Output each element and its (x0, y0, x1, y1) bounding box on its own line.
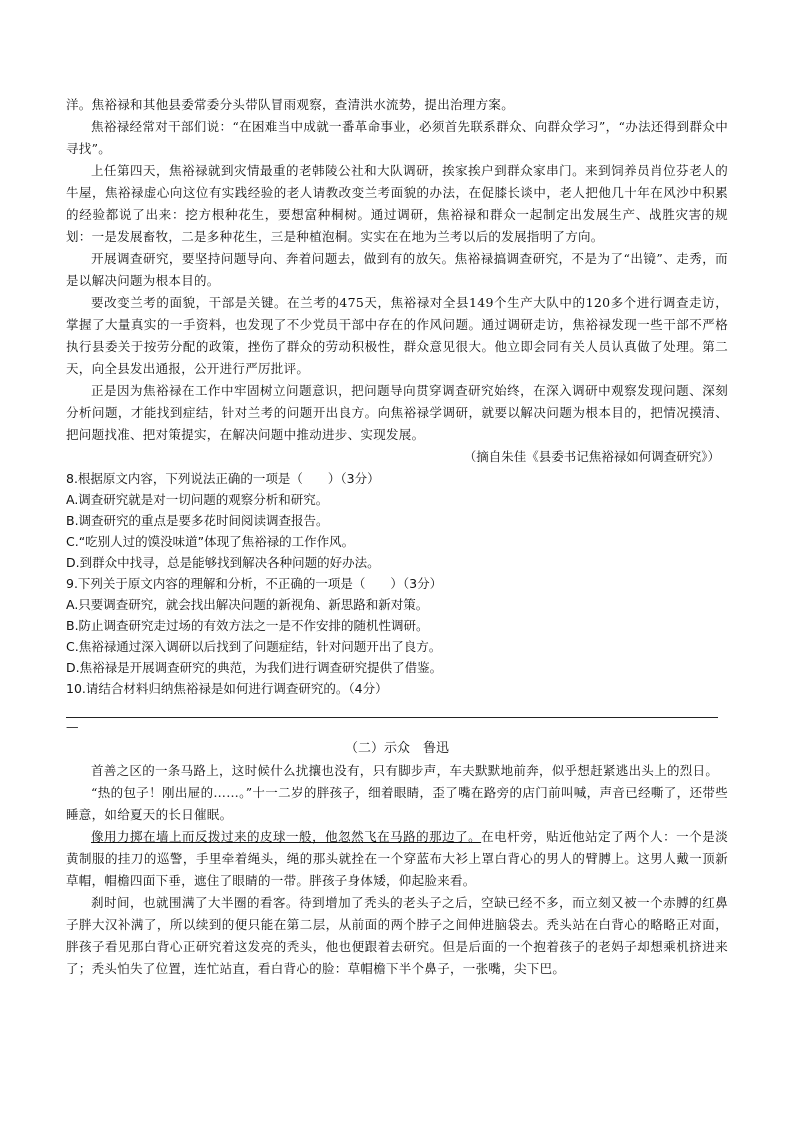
passage2-paragraph-2: “热的包子！刚出屉的……。”十一二岁的胖孩子，细着眼睛，歪了嘴在路旁的店门前叫喊，声音已经嘶了，还带些睡意，如给夏天的长日催眠。 (66, 785, 728, 822)
section-title: （二）示众 鲁迅 (344, 741, 449, 756)
question-9-stem: 9.下列关于原文内容的理解和分析，不正确的一项是（ ）（3分） (66, 576, 443, 591)
passage2-paragraph-3 (66, 826, 728, 892)
passage1-paragraph-1: 洋。焦裕禄和其他县委常委分头带队冒雨观察，查清洪水流势，提出治理方案。 (66, 97, 515, 112)
passage1-paragraph-4: 开展调查研究，要坚持问题导向、奔着问题去，做到有的放矢。焦裕禄搞调查研究，不是为了“出镜”、走秀，而是以解决问题为根本目的。 (66, 251, 728, 288)
answer-line[interactable] (66, 703, 718, 718)
question-8-option-b: B.调查研究的重点是要多花时间阅读调查报告。 (66, 513, 329, 528)
question-8-option-c: C.“吃别人过的馍没味道”体现了焦裕禄的工作作风。 (66, 534, 355, 549)
question-9-option-d: D.焦裕禄是开展调查研究的典范，为我们进行调查研究提供了借鉴。 (66, 660, 443, 675)
question-9-option-a: A.只要调查研究，就会找出解决问题的新视角、新思路和新对策。 (66, 597, 429, 612)
passage1-paragraph-5: 要改变兰考的面貌，干部是关键。在兰考的475天，焦裕禄对全县149个生产大队中的120多个进行调查走访，掌握了大量真实的一手资料，也发现了不少党员干部中存在的作风问题。通过调研走访，焦裕禄发现一些干部不严格执行县委关于按劳分配的政策，挫伤了群众的劳动积极性，群众意见很大。他立即会同有关人员认真做了处理。第二天，向全县发出通报，公开进行严厉批评。 (66, 295, 728, 376)
underlined-sentence: 像用力掷在墙上而反拨过来的皮球一般，他忽然飞在马路的那边了。 (91, 829, 482, 844)
question-8-stem: 8.根据原文内容，下列说法正确的一项是（ ）（3分） (66, 471, 380, 486)
answer-line-tail: — (66, 719, 79, 734)
question-8-option-d: D.到群众中找寻，总是能够找到解决各种问题的好办法。 (66, 555, 380, 570)
passage1-paragraph-3: 上任第四天，焦裕禄就到灾情最重的老韩陵公社和大队调研，挨家挨户到群众家串门。来到饲养员肖位芬老人的牛屋，焦裕禄虚心向这位有实践经验的老人请教改变兰考面貌的办法，在促膝长谈中，老人把他几十年在风沙中积累的经验都说了出来：挖方根种花生，要想富种桐树。通过调研，焦裕禄和群众一起制定出发展生产、战胜灾害的规划：一是发展畜牧，二是多种花生，三是种植泡桐。实实在在地为兰考以后的发展指明了方向。 (66, 163, 728, 244)
passage2-paragraph-1: 首善之区的一条马路上，这时候什么扰攘也没有，只有脚步声，车夫默默地前奔，似乎想赶紧逃出头上的烈日。 (91, 763, 719, 778)
question-9-option-b: B.防止调查研究走过场的有效方法之一是不作安排的随机性调研。 (66, 618, 429, 633)
question-9-option-c: C.焦裕禄通过深入调研以后找到了问题症结，针对问题开出了良方。 (66, 639, 442, 654)
passage1-paragraph-2: 焦裕禄经常对干部们说：“在困难当中成就一番革命事业，必须首先联系群众、向群众学习”，“办法还得到群众中寻找”。 (66, 119, 728, 156)
passage2-paragraph-4: 刹时间，也就围满了大半圈的看客。待到增加了秃头的老头子之后，空缺已经不多，而立刻又被一个赤膊的红鼻子胖大汉补满了，所以续到的便只能在第二层，从前面的两个脖子之间伸进脑袋去。秃头站在白背心的略略正对面，胖孩子看见那白背心正研究着这发亮的秃头，他也便跟着去研究。但是后面的一个抱着孩子的老妈子却想乘机挤进来了；秃头怕失了位置，连忙站直，看白背心的脸：草帽檐下半个鼻子，一张嘴，尖下巴。 (66, 895, 728, 976)
passage1-paragraph-6: 正是因为焦裕禄在工作中牢固树立问题意识，把问题导向贯穿调查研究始终，在深入调研中观察发现问题、深刻分析问题，才能找到症结，针对兰考的问题开出良方。向焦裕禄学调研，就要以解决问题为根本目的，把情况摸清、把问题找准、把对策提实，在解决问题中推动进步、实现发展。 (66, 383, 728, 442)
document-page (66, 94, 728, 980)
passage2-paragraph-3-rest: 在电杆旁，贴近他站定了两个人：一个是淡黄制服的挂刀的巡警，手里牵着绳头，绳的那头就拴在一个穿蓝布大衫上罩白背心的男人的臂膊上。这男人戴一顶新草帽，帽檐四面下垂，遮住了眼睛的一带。胖孩子身体矮，仰起脸来看。 (66, 829, 728, 888)
question-10-stem: 10.请结合材料归纳焦裕禄是如何进行调查研究的。（4分） (66, 681, 388, 696)
passage1-source: （摘自朱佳《县委书记焦裕禄如何调查研究》） (463, 449, 720, 464)
question-8-option-a: A.调查研究就是对一切问题的观察分析和研究。 (66, 492, 329, 507)
